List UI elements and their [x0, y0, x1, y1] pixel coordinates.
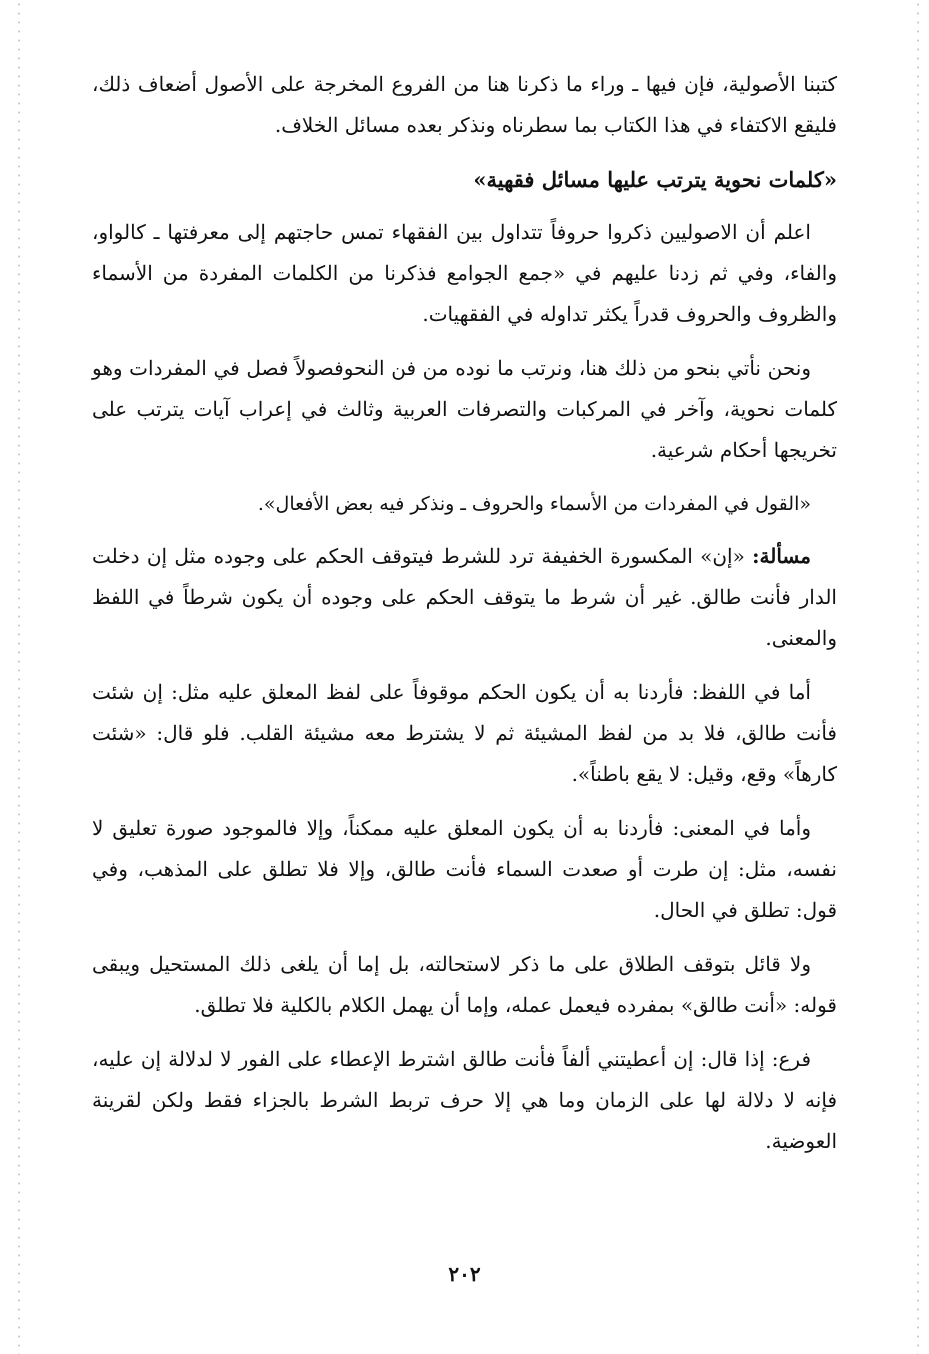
page-body	[92, 64, 837, 1175]
far-text: إذا قال: إن أعطيتني ألفاً فأنت طالق اشترط الإعطاء على الفور لا لدلالة إن عليه، فإنه لا دلالة لها على الزمان وما هي إلا حرف تربط الشرط بالجزاء فقط ولكن لقرينة العوضية.	[92, 1047, 837, 1153]
section-heading: «كلمات نحوية يترتب عليها مسائل فقهية»	[473, 167, 837, 192]
paragraph-lafz: أما في اللفظ: فأردنا به أن يكون الحكم موقوفاً على لفظ المعلق عليه مثل: إن شئت فأنت طالق، فلا بد من لفظ المشيئة ثم لا يشترط معه مشيئة القلب. فلو قال: «شئت كارهاً» وقع، وقيل: لا يقع باطناً».	[92, 680, 837, 786]
subsection-heading: «القول في المفردات من الأسماء والحروف ـ ونذكر فيه بعض الأفعال».	[257, 493, 811, 515]
page-number: ٢٠٢	[448, 1262, 481, 1286]
paragraph-nahnu: ونحن نأتي بنحو من ذلك هنا، ونرتب ما نوده من فن النحوفصولاً فصل في المفردات وهو كلمات نحوية، وآخر في المركبات والتصرفات العربية وثالث في إعراب آيات يترتب على تخريجها أحكام شرعية.	[92, 356, 837, 462]
scan-edge-right	[917, 0, 919, 1354]
masala-label: مسألة:	[752, 544, 811, 568]
far-label: فرع:	[771, 1047, 812, 1071]
paragraph-intro: كتبنا الأصولية، فإن فيها ـ وراء ما ذكرنا هنا من الفروع المخرجة على الأصول أضعاف ذلك، فليقع الاكتفاء في هذا الكتاب بما سطرناه ونذكر بعده مسائل الخلاف.	[92, 72, 837, 137]
paragraph-far	[92, 1039, 837, 1162]
scan-edge-left	[18, 0, 20, 1354]
paragraph-masala	[92, 536, 837, 659]
paragraph-qail: ولا قائل بتوقف الطلاق على ما ذكر لاستحالته، بل إما أن يلغى ذلك المستحيل ويبقى قوله: «أنت طالق» بمفرده فيعمل عمله، وإما أن يهمل الكلام بالكلية فلا تطلق.	[92, 952, 837, 1017]
masala-text: «إن» المكسورة الخفيفة ترد للشرط فيتوقف الحكم على وجوده مثل إن دخلت الدار فأنت طالق. غير أن شرط ما يتوقف الحكم على وجوده أن يكون شرطاً في اللفظ والمعنى.	[92, 544, 837, 650]
paragraph-usuliyyin: اعلم أن الاصوليين ذكروا حروفاً تتداول بين الفقهاء تمس حاجتهم إلى معرفتها ـ كالواو، والفاء، وفي ثم زدنا عليهم في «جمع الجوامع فذكرنا من الكلمات المفردة من الأسماء والظروف والحروف قدراً يكثر تداوله في الفقهيات.	[92, 220, 837, 326]
paragraph-mana: وأما في المعنى: فأردنا به أن يكون المعلق عليه ممكناً، وإلا فالموجود صورة تعليق لا نفسه، مثل: إن طرت أو صعدت السماء فأنت طالق، وإلا فلا تطلق على المذهب، وفي قول: تطلق في الحال.	[92, 816, 837, 922]
